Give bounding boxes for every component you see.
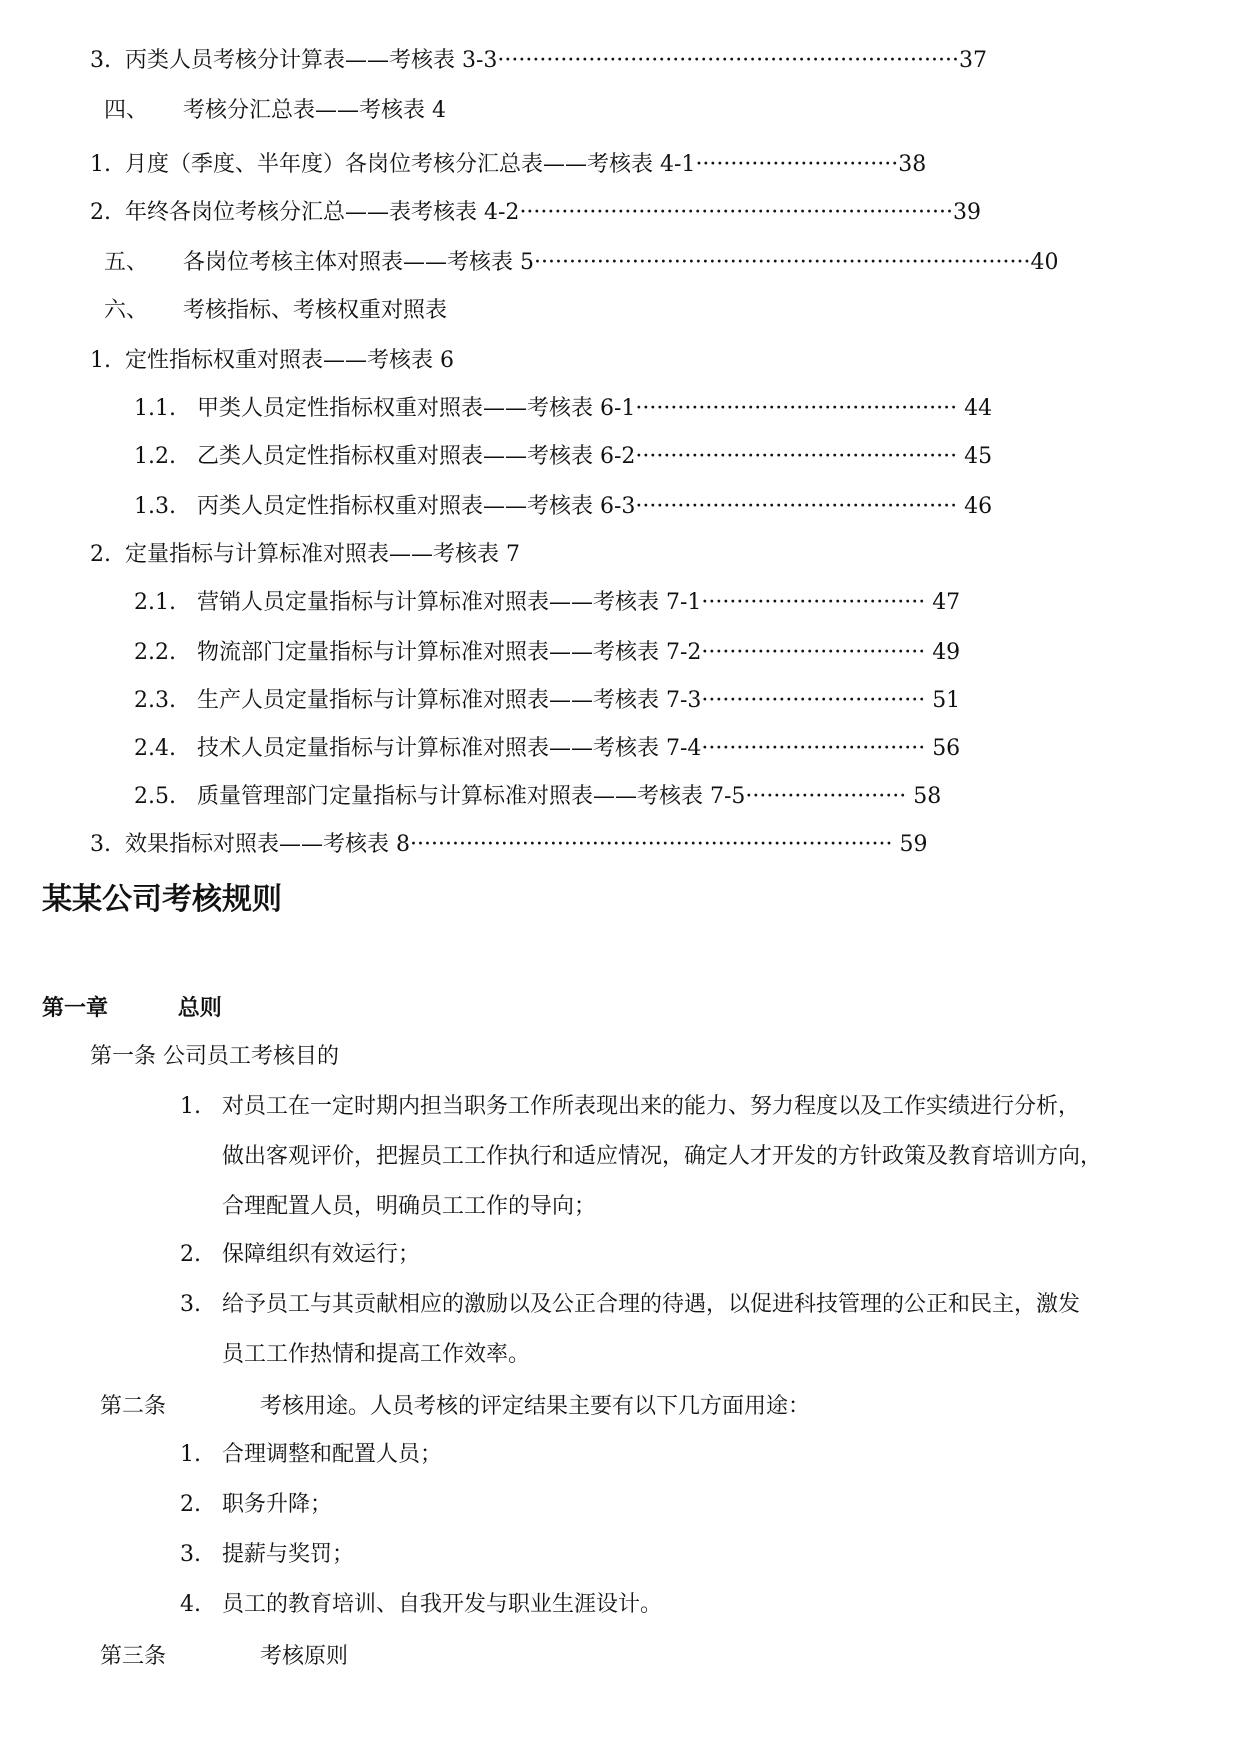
toc-number: 2.2. — [134, 640, 176, 665]
toc-page: 56 — [932, 736, 961, 761]
list-text: 合理调整和配置人员； — [222, 1442, 443, 1467]
article-heading — [90, 1042, 339, 1072]
toc-text: 定量指标与计算标准对照表——考核表 7 — [125, 542, 520, 567]
toc-page: 40 — [1030, 250, 1059, 275]
toc-entry[interactable] — [134, 588, 960, 618]
list-text: 职务升降； — [222, 1492, 333, 1517]
toc-entry[interactable] — [134, 492, 992, 522]
document-title: 某某公司考核规则 — [42, 882, 282, 917]
toc-entry[interactable] — [134, 638, 960, 668]
toc-entry[interactable] — [90, 150, 926, 180]
toc-number: 1. — [90, 152, 111, 177]
toc-page: 38 — [898, 152, 927, 177]
list-text: 提薪与奖罚； — [222, 1542, 355, 1567]
toc-entry[interactable] — [90, 830, 928, 860]
article-heading — [100, 1642, 348, 1672]
list-text: 保障组织有效运行； — [222, 1242, 421, 1267]
toc-leader: ·············································· — [635, 444, 958, 469]
toc-number: 2. — [90, 200, 111, 225]
toc-entry[interactable] — [134, 734, 960, 764]
toc-text: 效果指标对照表——考核表 8 — [125, 832, 410, 857]
toc-text: 年终各岗位考核分汇总——表考核表 4-2 — [125, 200, 520, 225]
toc-number: 1.2. — [134, 444, 176, 469]
toc-number: 1.3. — [134, 494, 176, 519]
toc-leader: ································ — [701, 590, 926, 615]
article-label: 第三条 — [100, 1644, 167, 1669]
toc-leader: ·································································· — [497, 48, 959, 73]
toc-leader: ·············································· — [635, 494, 958, 519]
toc-leader: ······································································· — [533, 250, 1031, 275]
toc-number: 1. — [90, 348, 111, 373]
toc-text: 技术人员定量指标与计算标准对照表——考核表 7-4 — [196, 736, 702, 761]
toc-number: 四、 — [104, 98, 149, 123]
list-number: 2. — [180, 1242, 201, 1267]
list-item — [180, 1540, 354, 1570]
article-label: 第一条 — [90, 1044, 157, 1069]
toc-entry[interactable] — [104, 96, 446, 126]
toc-number: 1.1. — [134, 396, 176, 421]
list-item — [180, 1490, 332, 1520]
toc-number: 2.3. — [134, 688, 176, 713]
toc-leader: ····························· — [695, 152, 899, 177]
list-number: 1. — [180, 1442, 201, 1467]
toc-text: 丙类人员考核分计算表——考核表 3-3 — [125, 48, 498, 73]
toc-text: 甲类人员定性指标权重对照表——考核表 6-1 — [196, 396, 636, 421]
toc-text: 乙类人员定性指标权重对照表——考核表 6-2 — [196, 444, 636, 469]
list-number: 3. — [180, 1292, 201, 1317]
article-title: 公司员工考核目的 — [163, 1044, 340, 1069]
toc-entry[interactable] — [134, 686, 960, 716]
toc-page: 59 — [899, 832, 928, 857]
toc-page: 45 — [964, 444, 993, 469]
chapter-label: 第一章 — [42, 996, 109, 1021]
toc-text: 营销人员定量指标与计算标准对照表——考核表 7-1 — [196, 590, 702, 615]
toc-leader: ····································································· — [410, 832, 893, 857]
toc-entry[interactable] — [134, 394, 992, 424]
list-item — [180, 1092, 1080, 1122]
list-text: 给予员工与其贡献相应的激励以及公正合理的待遇，以促进科技管理的公正和民主，激发 — [222, 1292, 1081, 1317]
toc-text: 物流部门定量指标与计算标准对照表——考核表 7-2 — [196, 640, 702, 665]
toc-text: 定性指标权重对照表——考核表 6 — [125, 348, 454, 373]
toc-text: 生产人员定量指标与计算标准对照表——考核表 7-3 — [196, 688, 702, 713]
toc-entry[interactable] — [104, 296, 447, 326]
toc-text: 考核分汇总表——考核表 4 — [182, 98, 446, 123]
toc-leader: ································ — [701, 688, 926, 713]
article-heading — [100, 1392, 810, 1422]
toc-page: 39 — [953, 200, 982, 225]
toc-text: 质量管理部门定量指标与计算标准对照表——考核表 7-5 — [196, 784, 746, 809]
toc-page: 37 — [958, 48, 987, 73]
list-item — [180, 1590, 662, 1620]
toc-page: 44 — [964, 396, 993, 421]
list-number: 2. — [180, 1492, 201, 1517]
toc-leader: ······························································ — [519, 200, 954, 225]
list-item-continuation: 做出客观评价，把握员工工作执行和适应情况，确定人才开发的方针政策及教育培训方向， — [222, 1144, 1103, 1169]
toc-leader: ································ — [701, 640, 926, 665]
toc-number: 3. — [90, 48, 111, 73]
toc-page: 51 — [932, 688, 961, 713]
article-title: 考核用途。人员考核的评定结果主要有以下几方面用途： — [260, 1394, 811, 1419]
chapter-heading — [42, 994, 222, 1024]
toc-page: 58 — [913, 784, 942, 809]
list-text: 对员工在一定时期内担当职务工作所表现出来的能力、努力程度以及工作实绩进行分析， — [222, 1094, 1081, 1119]
toc-leader: ································ — [701, 736, 926, 761]
list-number: 1. — [180, 1094, 201, 1119]
toc-text: 丙类人员定性指标权重对照表——考核表 6-3 — [196, 494, 636, 519]
toc-entry[interactable] — [104, 248, 1059, 278]
list-text: 员工的教育培训、自我开发与职业生涯设计。 — [222, 1592, 663, 1617]
toc-entry[interactable] — [90, 540, 520, 570]
list-item-continuation: 合理配置人员，明确员工工作的导向； — [222, 1194, 597, 1219]
toc-page: 49 — [932, 640, 961, 665]
toc-number: 2.1. — [134, 590, 176, 615]
toc-number: 2.4. — [134, 736, 176, 761]
toc-entry[interactable] — [90, 46, 987, 76]
toc-leader: ·············································· — [635, 396, 958, 421]
list-number: 3. — [180, 1542, 201, 1567]
article-title: 考核原则 — [260, 1644, 349, 1669]
toc-page: 47 — [932, 590, 961, 615]
toc-entry[interactable] — [90, 346, 454, 376]
toc-entry[interactable] — [90, 198, 981, 228]
toc-number: 六、 — [104, 298, 149, 323]
toc-text: 各岗位考核主体对照表——考核表 5 — [182, 250, 534, 275]
chapter-title: 总则 — [177, 996, 222, 1021]
list-item — [180, 1440, 442, 1470]
toc-text: 考核指标、考核权重对照表 — [182, 298, 447, 323]
article-label: 第二条 — [100, 1394, 167, 1419]
list-item — [180, 1290, 1080, 1320]
toc-number: 3. — [90, 832, 111, 857]
toc-number: 2. — [90, 542, 111, 567]
toc-number: 2.5. — [134, 784, 176, 809]
toc-text: 月度（季度、半年度）各岗位考核分汇总表——考核表 4-1 — [125, 152, 696, 177]
toc-entry[interactable] — [134, 782, 941, 812]
list-item — [180, 1240, 420, 1270]
toc-number: 五、 — [104, 250, 149, 275]
toc-page: 46 — [964, 494, 993, 519]
list-number: 4. — [180, 1592, 201, 1617]
toc-entry[interactable] — [134, 442, 992, 472]
toc-leader: ······················· — [745, 784, 907, 809]
list-item-continuation: 员工工作热情和提高工作效率。 — [222, 1342, 531, 1367]
